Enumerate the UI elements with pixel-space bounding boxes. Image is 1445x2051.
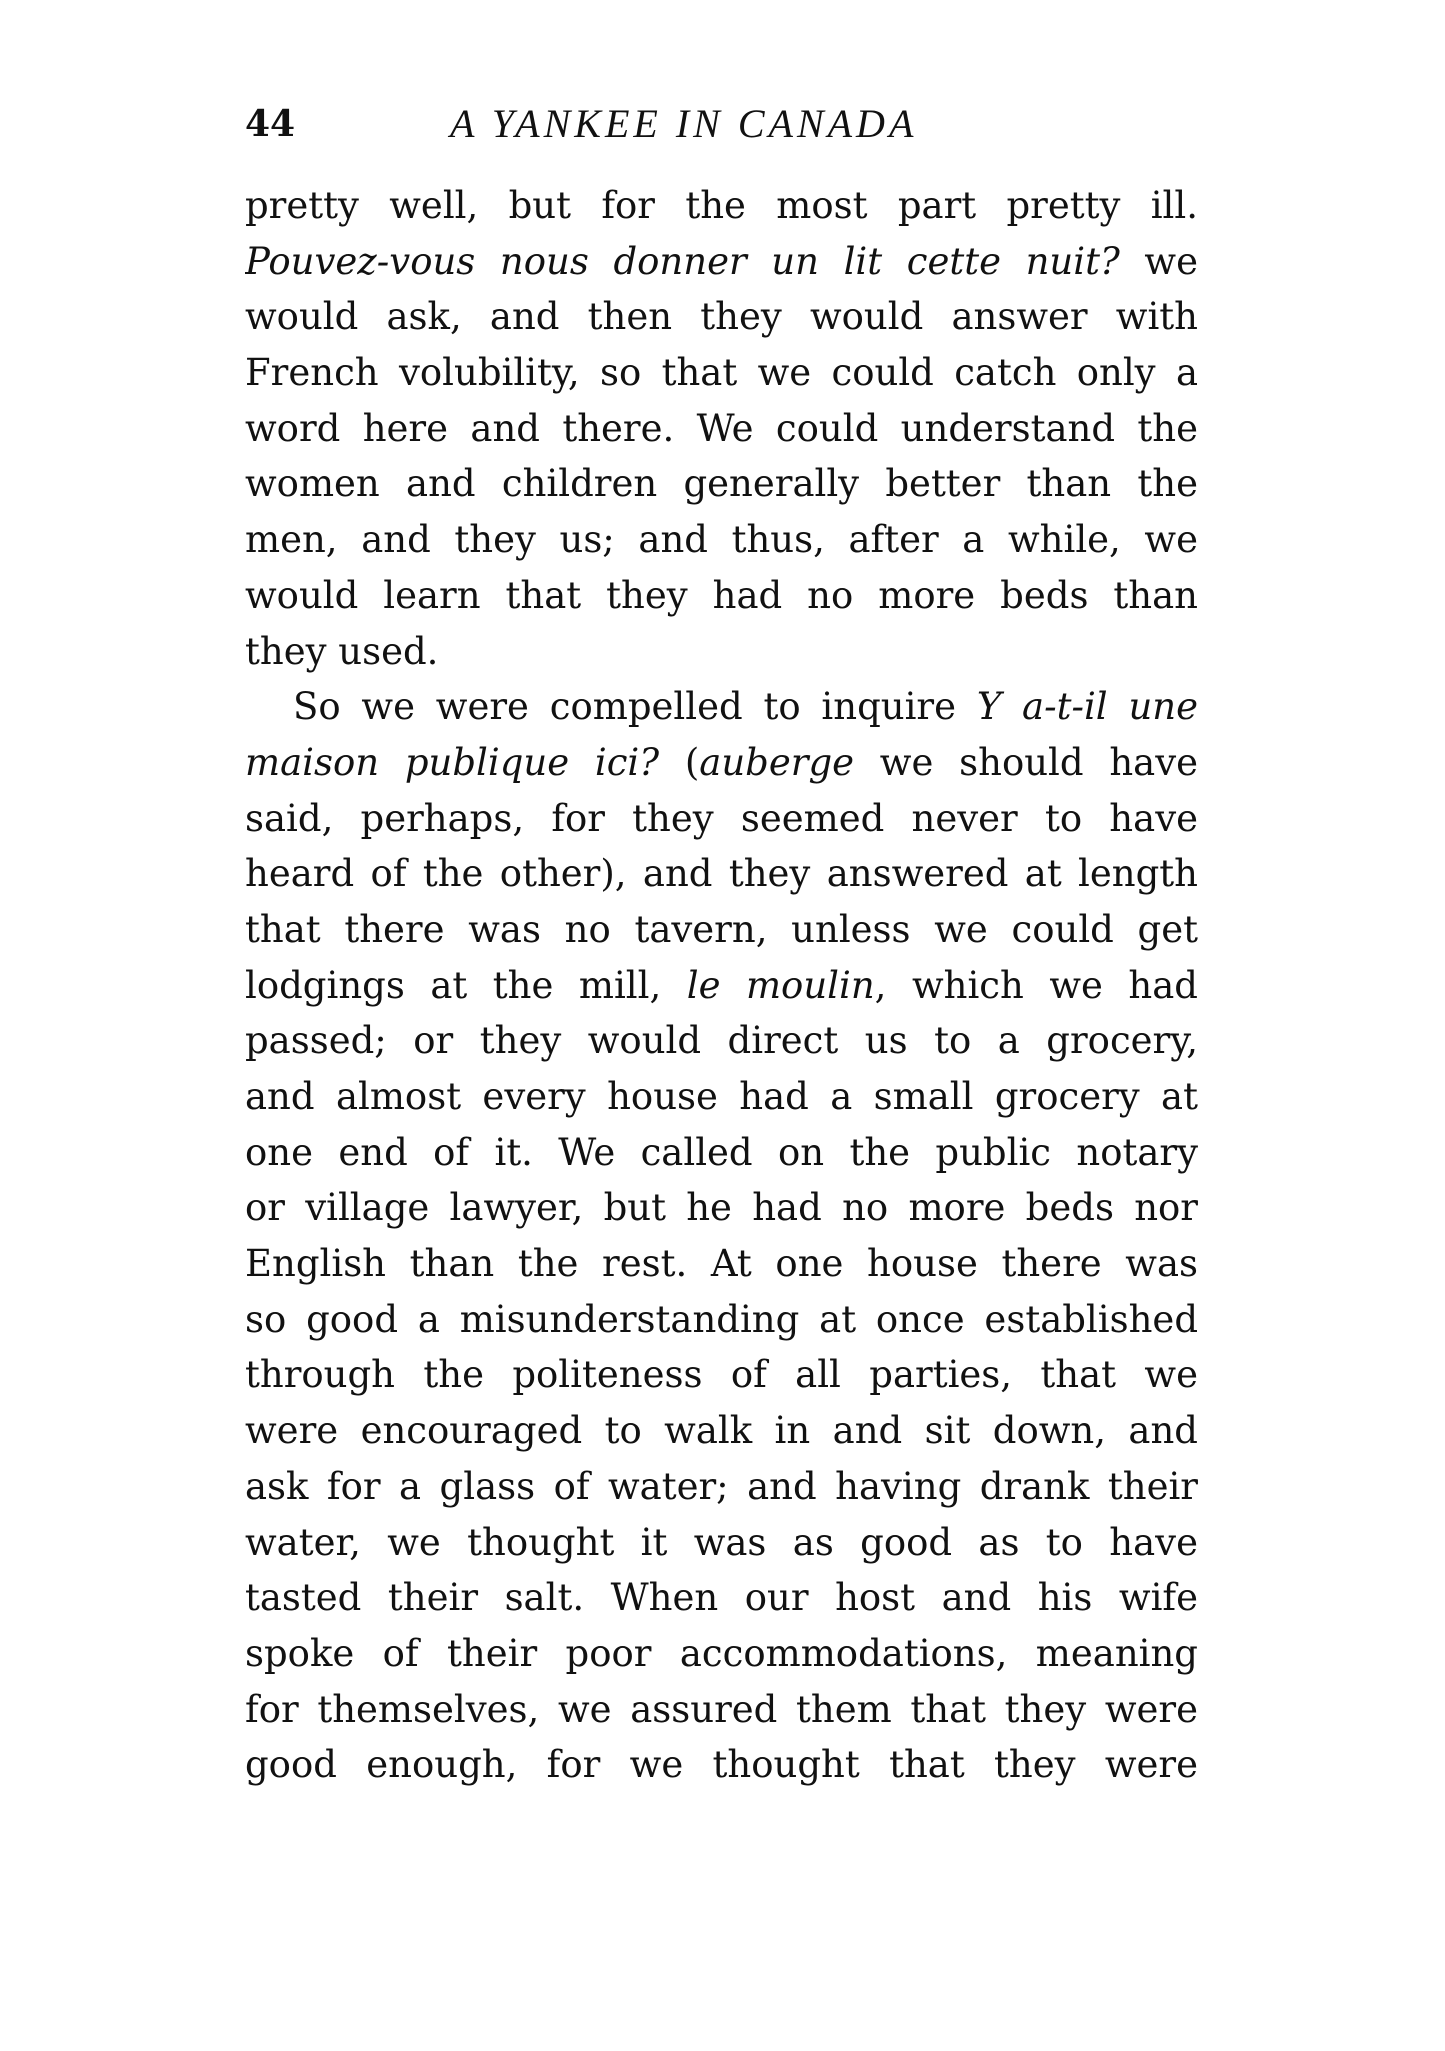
text-line: So we were compelled to inquire Y a-t-il une — [293, 685, 1198, 729]
text-line: maison publique ici? (auberge we should have — [245, 740, 1198, 784]
text-line: lodgings at the mill, le moulin, which we had — [245, 963, 1198, 1007]
text-line: one end of it. We called on the public notary — [245, 1130, 1198, 1174]
text-line: would ask, and then they would answer with — [245, 295, 1198, 339]
text-line: through the politeness of all parties, that we — [245, 1353, 1198, 1397]
text-line: word here and there. We could understand the — [245, 406, 1198, 450]
text-line: spoke of their poor accommodations, meaning — [245, 1631, 1198, 1675]
text-line: English than the rest. At one house there was — [245, 1242, 1198, 1286]
body-text — [245, 178, 1198, 1793]
running-title: A YANKEE IN CANADA — [450, 101, 918, 146]
text-line: were encouraged to walk in and sit down, and — [245, 1409, 1198, 1453]
text-line: so good a misunderstanding at once established — [245, 1297, 1198, 1341]
text-line: passed; or they would direct us to a grocery, — [245, 1019, 1198, 1063]
text-line: Pouvez-vous nous donner un lit cette nuit? we — [245, 239, 1198, 283]
text-line: for themselves, we assured them that they were — [245, 1687, 1198, 1731]
text-line: they used. — [245, 629, 439, 673]
text-line: and almost every house had a small grocery at — [245, 1075, 1198, 1118]
page-number: 44 — [245, 103, 296, 145]
text-line: pretty well, but for the most part pretty ill. — [245, 184, 1198, 227]
text-line: women and children generally better than the — [245, 462, 1198, 506]
running-head — [245, 96, 1195, 152]
text-line: water, we thought it was as good as to have — [245, 1520, 1198, 1564]
text-line: that there was no tavern, unless we could get — [245, 907, 1198, 951]
text-line: good enough, for we thought that they were — [245, 1743, 1198, 1787]
text-line: ask for a glass of water; and having drank their — [245, 1464, 1198, 1508]
text-line: said, perhaps, for they seemed never to have — [245, 796, 1198, 840]
text-line: would learn that they had no more beds than — [245, 573, 1198, 617]
text-line: men, and they us; and thus, after a while, we — [245, 518, 1198, 562]
text-line: tasted their salt. When our host and his wife — [245, 1576, 1198, 1620]
text-line: French volubility, so that we could catch only a — [245, 351, 1198, 395]
text-line: or village lawyer, but he had no more beds nor — [245, 1186, 1198, 1230]
text-line: heard of the other), and they answered at length — [245, 852, 1198, 896]
